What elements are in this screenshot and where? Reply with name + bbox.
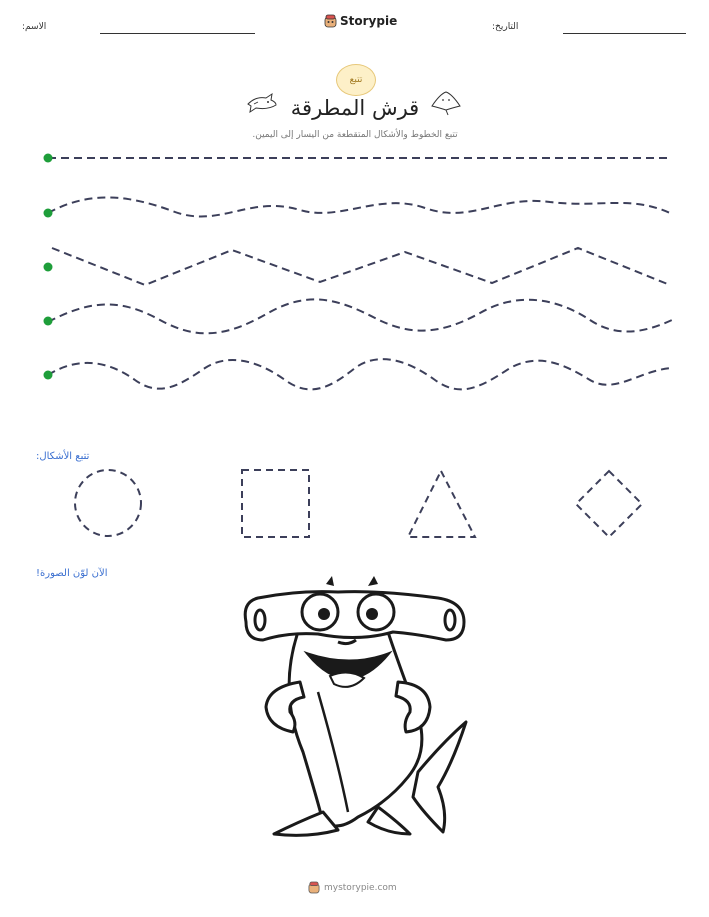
shape-circle bbox=[75, 470, 141, 536]
trace-line-wave-3 bbox=[48, 359, 672, 389]
page-title: قرش المطرقة bbox=[290, 96, 420, 120]
tracing-shapes bbox=[0, 465, 709, 545]
name-label: الاسم: bbox=[22, 22, 47, 32]
brand-logo bbox=[324, 14, 397, 28]
trace-badge: تتبع bbox=[336, 64, 376, 96]
stingray-doodle-icon bbox=[428, 88, 464, 116]
name-line[interactable] bbox=[100, 33, 255, 34]
start-dot bbox=[44, 263, 53, 272]
color-section-title: الآن لوّن الصورة! bbox=[36, 568, 108, 579]
trace-line-wave-2 bbox=[48, 299, 672, 333]
shape-square bbox=[242, 470, 309, 537]
shape-diamond bbox=[576, 471, 642, 537]
start-dot bbox=[44, 154, 53, 163]
trace-line-wave-1 bbox=[48, 197, 670, 216]
date-label: التاريخ: bbox=[492, 22, 519, 32]
storypie-mascot-icon bbox=[308, 881, 320, 894]
start-dot bbox=[44, 209, 53, 218]
footer-url[interactable]: mystorypie.com bbox=[324, 882, 397, 893]
page-subtitle: تتبع الخطوط والأشكال المتقطعة من اليسار إلى اليمين. bbox=[252, 130, 458, 140]
storypie-mascot-icon bbox=[324, 14, 337, 28]
date-line[interactable] bbox=[563, 33, 686, 34]
footer bbox=[308, 881, 397, 894]
shape-triangle bbox=[408, 471, 475, 537]
hammerhead-shark-coloring-icon bbox=[238, 572, 470, 844]
start-dot bbox=[44, 371, 53, 380]
start-dot bbox=[44, 317, 53, 326]
tracing-lines bbox=[0, 140, 709, 400]
shapes-section-title: تتبع الأشكال: bbox=[36, 451, 90, 462]
trace-line-zigzag bbox=[52, 248, 670, 285]
brand-name: Storypie bbox=[340, 14, 398, 28]
